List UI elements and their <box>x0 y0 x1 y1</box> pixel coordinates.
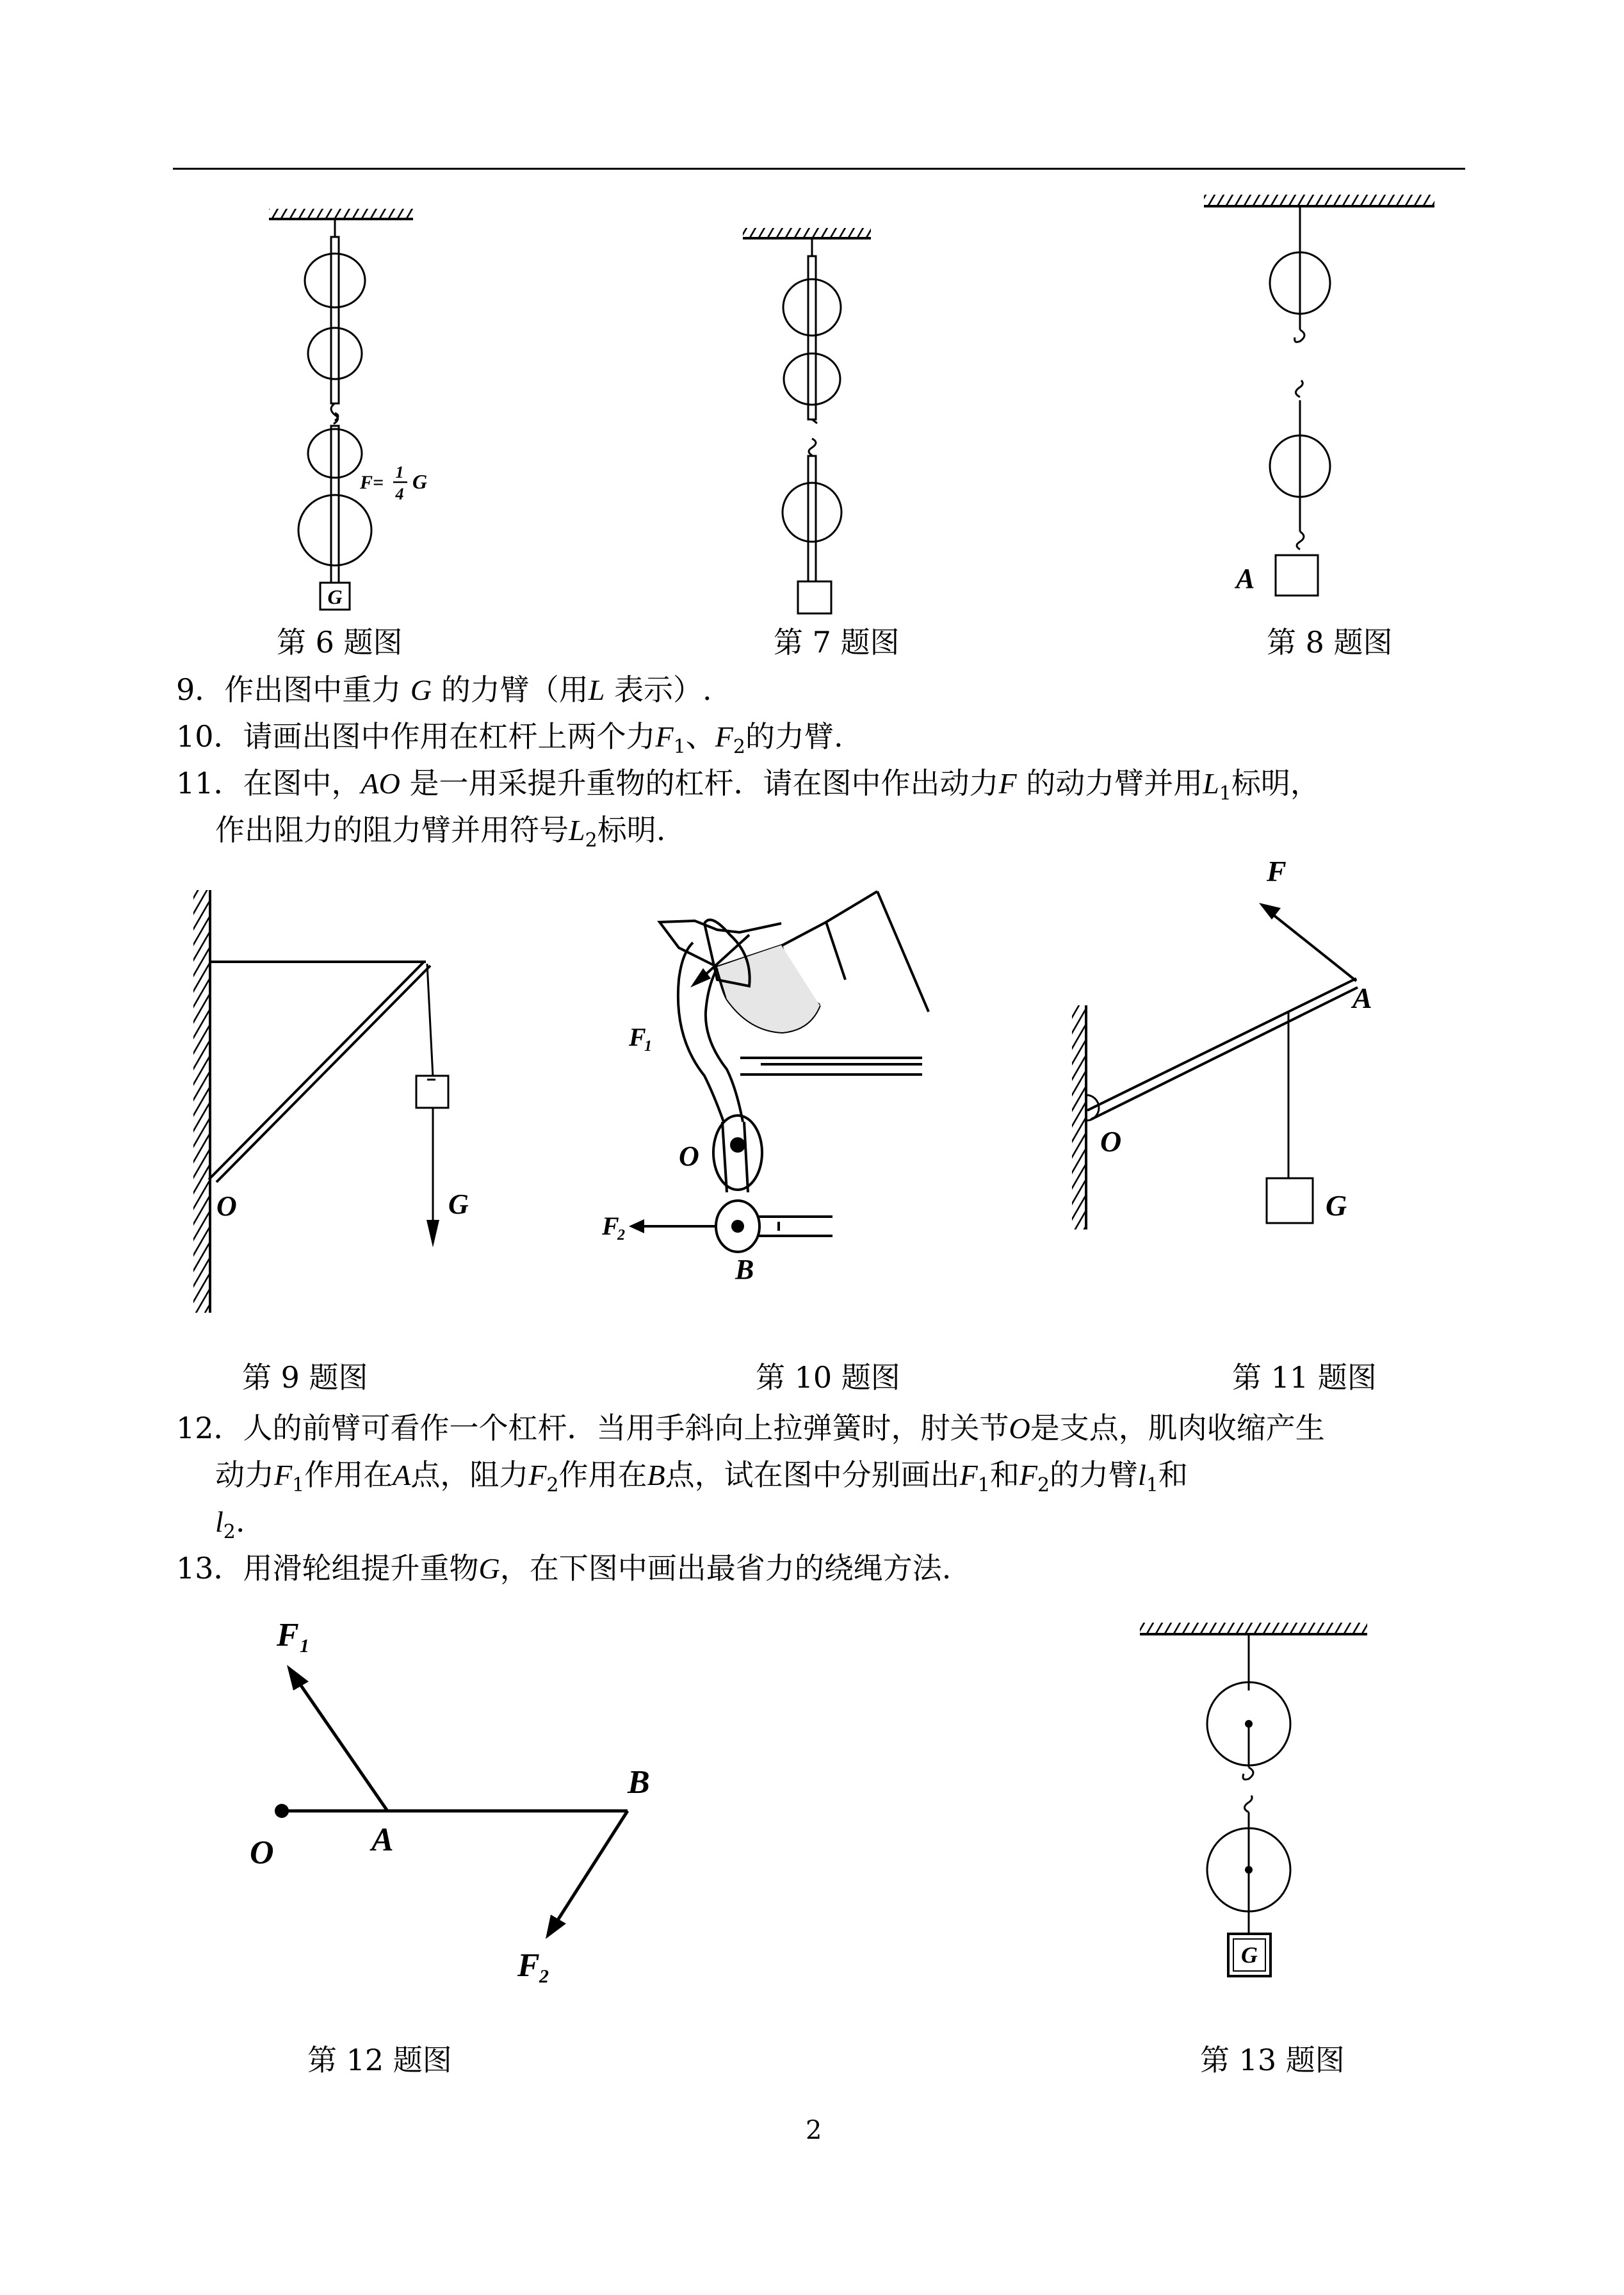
label-G: G <box>1326 1189 1347 1222</box>
question-11-line2: 作出阻力的阻力臂并用符号$L_2$标明. <box>215 813 666 852</box>
label-O: O <box>1100 1125 1122 1158</box>
svg-text:2: 2 <box>539 1966 549 1987</box>
svg-text:2: 2 <box>617 1227 625 1244</box>
label-A: A <box>1352 982 1372 1014</box>
movable-pulley <box>1207 1812 1290 1934</box>
page-number: 2 <box>806 2116 822 2145</box>
figure-11-lever-with-weight <box>1063 839 1460 1274</box>
load-box <box>798 581 831 613</box>
force-F2-arrow <box>629 1219 716 1233</box>
fixed-pulley-upper <box>783 256 841 419</box>
figure-10-brake-pedal-lever <box>589 884 948 1293</box>
fixed-pulley-upper <box>305 237 365 403</box>
svg-text:G: G <box>412 470 428 493</box>
hook <box>809 439 816 455</box>
load-label: G <box>1241 1942 1258 1968</box>
lower-joint-B <box>716 1201 832 1252</box>
pivot-joint <box>713 1115 762 1190</box>
ceiling-support <box>743 228 871 238</box>
figure-6-pulley-system <box>243 199 448 615</box>
figure-13-pulley-block <box>1127 1614 1383 2023</box>
question-9: 9．作出图中重力 G 的力臂（用L 表示）. <box>176 672 712 707</box>
label-A: A <box>1236 563 1255 594</box>
hook <box>1243 1767 1253 1780</box>
load-box <box>1276 555 1318 596</box>
figure-9-wall-lever <box>179 884 512 1319</box>
load-box <box>320 583 350 610</box>
caption-fig6: 第 6 题图 <box>277 625 403 660</box>
label-O: O <box>250 1835 274 1871</box>
caption-fig13: 第 13 题图 <box>1200 2043 1345 2077</box>
svg-text:1: 1 <box>300 1635 309 1657</box>
wall <box>1072 1005 1086 1229</box>
floor-board <box>740 1058 922 1075</box>
question-11: 11．在图中，AO 是一用采提升重物的杠杆．请在图中作出动力F 的动力臂并用$L_1$标明， <box>176 766 1320 806</box>
label-O: O <box>216 1190 237 1222</box>
caption-fig10: 第 10 题图 <box>756 1360 900 1395</box>
figure-7-pulley-system <box>730 218 909 621</box>
figure-12-forearm-lever <box>231 1601 717 1998</box>
label-F2: F <box>602 1212 619 1240</box>
question-12-line3: $l_2$. <box>215 1504 245 1544</box>
label-G: G <box>448 1188 469 1220</box>
svg-text:1: 1 <box>395 463 404 482</box>
wall <box>193 890 210 1313</box>
ceiling-support <box>1204 195 1434 206</box>
ceiling-support <box>1140 1623 1367 1634</box>
fixed-pulley <box>1207 1682 1290 1767</box>
label-F1: F <box>629 1023 646 1051</box>
movable-pulley-lower <box>783 456 841 597</box>
label-A: A <box>371 1822 394 1858</box>
caption-fig8: 第 8 题图 <box>1267 625 1393 660</box>
label-B: B <box>628 1764 650 1801</box>
caption-fig9: 第 9 题图 <box>242 1360 368 1395</box>
label-F2: F <box>517 1947 540 1984</box>
load-label: G <box>327 585 343 608</box>
lever-rod <box>209 962 430 1182</box>
hook <box>1295 330 1304 342</box>
question-12: 12．人的前臂可看作一个杠杆．当用手斜向上拉弹簧时，肘关节O是支点，肌肉收缩产生 <box>176 1411 1325 1445</box>
hanging-rope <box>427 964 433 1077</box>
header-rule <box>173 168 1465 170</box>
label-B: B <box>735 1254 754 1285</box>
question-12-line2: 动力$F_1$作用在A点，阻力$F_2$作用在B点，试在图中分别画出$F_1$和$F_2$的力臂$l_1$和 <box>215 1457 1188 1497</box>
caption-fig7: 第 7 题图 <box>774 625 900 660</box>
label-O: O <box>679 1140 699 1172</box>
caption-fig11: 第 11 题图 <box>1232 1360 1377 1395</box>
force-F1-arrow <box>287 1665 387 1811</box>
label-F1: F <box>277 1617 299 1653</box>
movable-pulley-lower <box>298 426 371 594</box>
force-F-arrow <box>1259 903 1356 981</box>
question-13: 13．用滑轮组提升重物G，在下图中画出最省力的绕绳方法. <box>176 1551 952 1585</box>
caption-fig12: 第 12 题图 <box>307 2043 452 2077</box>
svg-text:F=: F= <box>360 472 384 493</box>
question-10: 10．请画出图中作用在杠杆上两个力$F_1$、$F_2$的力臂. <box>176 719 843 759</box>
load-box <box>1228 1934 1271 1976</box>
label-F: F <box>1267 855 1287 888</box>
svg-text:1: 1 <box>644 1038 652 1055</box>
figure-8-pulley-system <box>1198 186 1454 621</box>
weight-box <box>1267 1178 1313 1223</box>
force-label <box>359 463 427 503</box>
lever-AO <box>1087 978 1358 1119</box>
force-F2-arrow <box>546 1811 628 1939</box>
svg-text:4: 4 <box>395 485 404 503</box>
ceiling-support <box>269 209 413 219</box>
gravity-arrow <box>426 1108 439 1247</box>
